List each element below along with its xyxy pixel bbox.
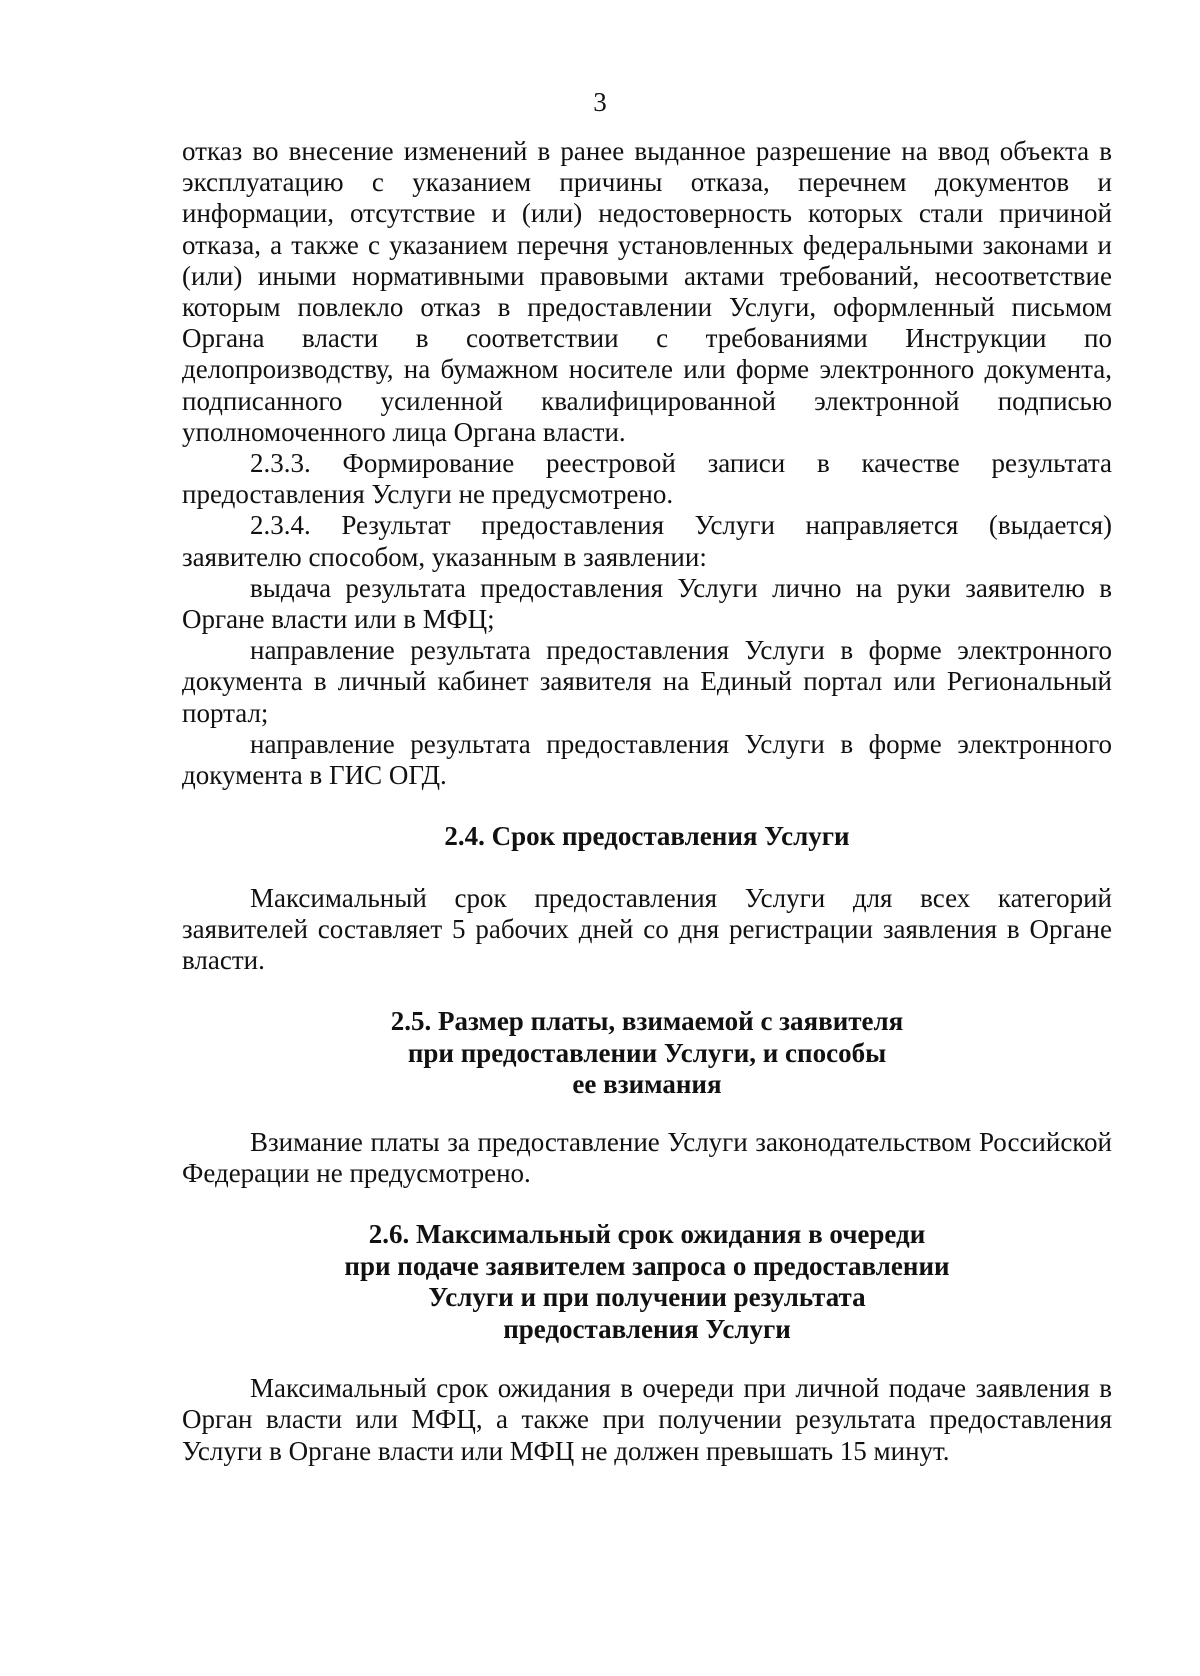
heading-2-6 [182,1219,1112,1345]
paragraph-2-6-body: Максимальный срок ожидания в очереди при личной подаче заявления в Орган власти или МФЦ, а также при получении результата предоставления Услуги в Органе власти или МФЦ не должен превышать 15 минут. [182,1373,1112,1466]
paragraph-refusal-changes: отказ во внесение изменений в ранее выданное разрешение на ввод объекта в эксплуатацию с указанием причины отказа, перечнем документов и информации, отсутствие и (или) недостоверность которых стали причиной отказа, а также с указанием перечня установленных федеральными законами и (или) иными нормативными правовыми актами требований, несоответствие которым повлекло отказ в предоставлении Услуги, оформленный письмом Органа власти в соответствии с требованиями Инструкции по делопроизводству, на бумажном носителе или форме электронного документа, подписанного усиленной квалифицированной электронной подписью уполномоченного лица Органа власти. [182,136,1112,447]
paragraph-2-5-body: Взимание платы за предоставление Услуги законодательством Российской Федерации не предусмотрено. [182,1126,1112,1189]
paragraph-2-3-4: 2.3.4. Результат предоставления Услуги направляется (выдается) заявителю способом, указанным в заявлении: [182,510,1112,572]
document-body [182,136,1112,1467]
paragraph-2-4-body: Максимальный срок предоставления Услуги для всех категорий заявителей составляет 5 рабочих дней со дня регистрации заявления в Органе власти. [182,882,1112,976]
heading-2-6-line-1: 2.6. Максимальный срок ожидания в очереди [368,1219,926,1250]
paragraph-issue-in-person: выдача результата предоставления Услуги лично на руки заявителю в Органе власти или в МФЦ; [182,572,1112,635]
heading-2-6-line-2: при подаче заявителем запроса о предоставлении [344,1250,950,1281]
heading-2-4 [182,821,1112,853]
heading-2-5-line-3: ее взимания [572,1069,722,1100]
heading-2-5-line-1: 2.5. Размер платы, взимаемой с заявителя [390,1006,904,1037]
heading-2-6-line-4: предоставления Услуги [503,1313,791,1344]
paragraph-issue-portal: направление результата предоставления Услуги в форме электронного документа в личный кабинет заявителя на Единый портал или Региональный портал; [182,635,1112,728]
page-number: 3 [593,87,607,117]
paragraph-2-3-3: 2.3.3. Формирование реестровой записи в качестве результата предоставления Услуги не предусмотрено. [182,448,1112,510]
heading-2-6-line-3: Услуги и при получении результата [428,1282,866,1313]
paragraph-issue-gis: направление результата предоставления Услуги в форме электронного документа в ГИС ОГД. [182,728,1112,791]
heading-2-5 [182,1006,1112,1101]
heading-2-5-line-2: при предоставлении Услуги, и способы [407,1037,887,1068]
heading-2-4-line: 2.4. Срок предоставления Услуги [444,821,850,852]
